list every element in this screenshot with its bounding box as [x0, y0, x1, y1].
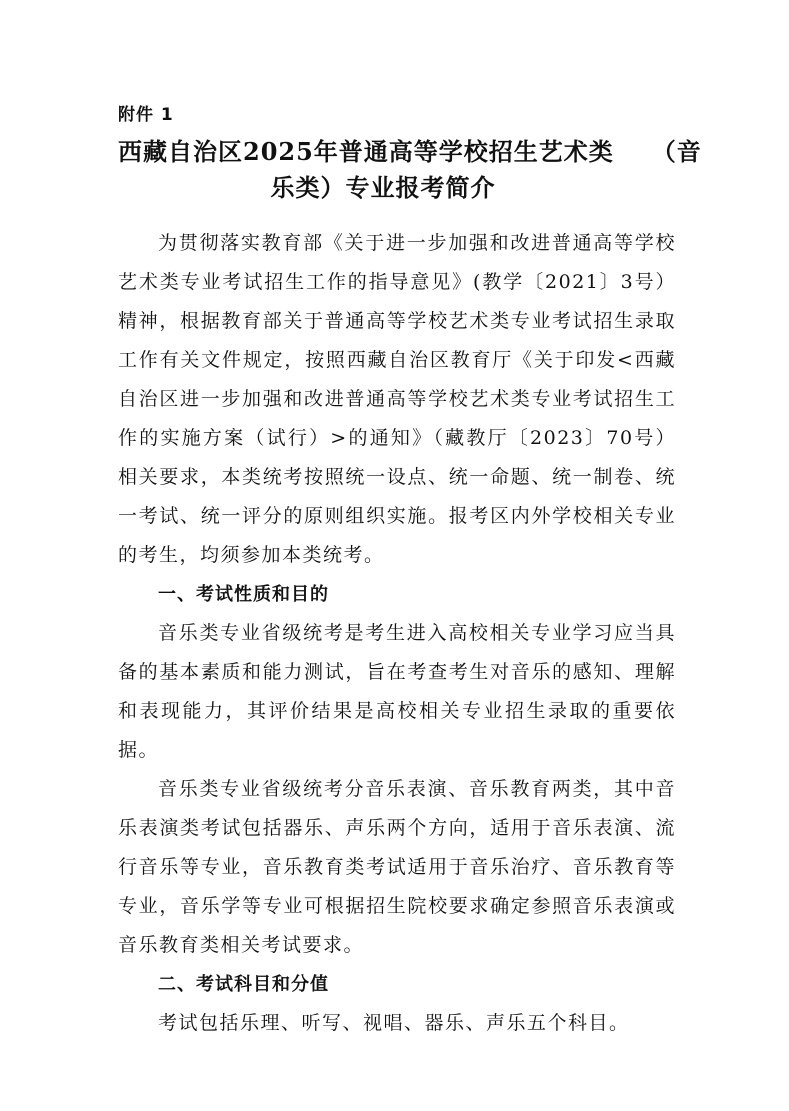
intro-paragraph: 为贯彻落实教育部《关于进一步加强和改进普通高等学校艺术类专业考试招生工作的指导意见》(教学〔2021〕3号）精神，根据教育部关于普通高等学校艺术类专业考试招生录取工作有关文件规定，按照西藏自治区教育厅《关于印发<西藏自治区进一步加强和改进普通高等学校艺术类专业考试招生工作的实施方案（试行）>的通知》（藏教厅〔2023〕70号）相关要求，本类统考按照统一设点、统一命题、统一制卷、统一考试、统一评分的原则组织实施。报考区内外学校相关专业的考生，均须参加本类统考。: [118, 232, 676, 566]
attachment-label: 附件 1: [118, 105, 174, 125]
section-1-paragraph-1: 音乐类专业省级统考是考生进入高校相关专业学习应当具备的基本素质和能力测试，旨在考查考生对音乐的感知、理解和表现能力，其评价结果是高校相关专业招生录取的重要依据。: [118, 622, 676, 761]
section-1-heading: 一、考试性质和目的: [158, 584, 329, 605]
section-1-paragraph-2: 音乐类专业省级统考分音乐表演、音乐教育两类，其中音乐表演类考试包括器乐、声乐两个方向，适用于音乐表演、流行音乐等专业，音乐教育类考试适用于音乐治疗、音乐教育等专业，音乐学等专业可根据招生院校要求确定参照音乐表演或音乐教育类相关考试要求。: [118, 778, 676, 956]
title-line-1: 西藏自治区2025年普通高等学校招生艺术类 （音: [118, 137, 702, 166]
section-2-heading: 二、考试科目和分值: [158, 974, 329, 995]
document-body: [118, 224, 676, 1043]
title-line-2: 乐类）专业报考简介: [270, 173, 496, 202]
section-2-paragraph-1: 考试包括乐理、听写、视唱、器乐、声乐五个科目。: [158, 1012, 630, 1034]
document-title: [118, 134, 702, 206]
